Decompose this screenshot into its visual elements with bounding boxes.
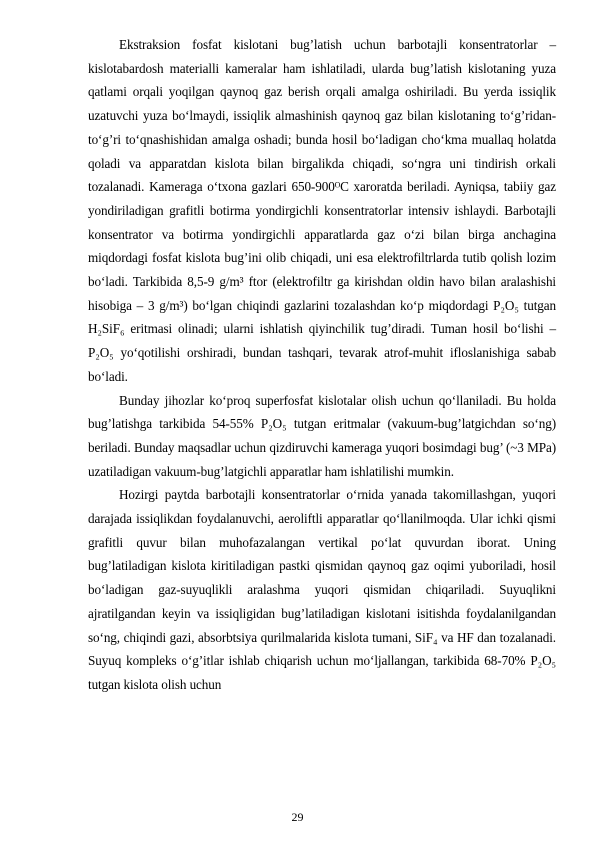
paragraph-1: Ekstraksion fosfat kislotani bug’latish uchun barbotajli konsentratorlar – kislotabardosh materialli kameralar ham ishlatiladi, ularda bug’latish kislotaning yuza qatlami orqali yoqilgan qaynoq gaz berish orqali amalga oshiriladi. Bu yerda issiqlik uzatuvchi yuza bo‘lmaydi, issiqlik almashinish qaynoq gaz bilan kislotaning to‘g’ridan-to‘g’ri to‘qnashishidan amalga oshadi; bunda hosil bo‘ladigan cho‘kma muallaq holatda qoladi va apparatdan kislota bilan birgalikda chiqadi, so‘ngra uni tindirish orkali tozalanadi. Kameraga o‘txona gazlari 650-900ᴼC xaroratda beriladi. Ayniqsa, tabiiy gaz yondiriladigan grafitli botirma yondirgichli konsentratorlar intensiv ishlaydi. Barbotajli konsentrator va botirma yondirgichli apparatlarda gaz o‘zi bilan birga anchagina miqdordagi fosfat kislota bug’ini olib chiqadi, uni esa elektrofiltrlarda tutib qolish lozim bo‘ladi. Tarkibida 8,5-9 g/m³ ftor (elektrofiltr ga kirishdan oldin havo bilan aralashishi hisobiga – 3 g/m³) bo‘lgan chiqindi gazlarini tozalashdan ko‘p miqdordagi P₂O₅ tutgan H₂SiF₆ eritmasi olinadi; ularni ishlatish qiyinchilik tug’diradi. Tuman hosil bo‘lishi – P₂O₅ yo‘qotilishi orshiradi, bundan tashqari, tevarak atrof-muhit ifloslanishiga sabab bo‘ladi. bbox=[88, 37, 556, 384]
paragraph-3: Hozirgi paytda barbotajli konsentratorlar o‘rnida yanada takomillashgan, yuqori darajada issiqlikdan foydalanuvchi, aeroliftli apparatlar qo‘llanilmoqda. Ular ichki qismi grafitli quvur bilan muhofazalangan vertikal po‘lat quvurdan iborat. Uning bug’latiladigan kislota kiritiladigan pastki qismidan qaynoq gaz oqimi yuboriladi, hosil bo‘ladigan gaz-suyuqlikli aralashma yuqori qismidan chiqariladi. Suyuqlikni ajratilgandan keyin va issiqligidan bug’latiladigan kislotani isitishda foydalanilgandan so‘ng, chiqindi gazi, absorbtsiya qurilmalarida kislota tumani, SiF₄ va HF dan tozalanadi. Suyuq kompleks o‘g’itlar ishlab chiqarish uchun mo‘ljallangan, tarkibida 68-70% P₂O₅ tutgan kislota olish uchun bbox=[88, 487, 556, 692]
page-number: 29 bbox=[291, 810, 304, 824]
paragraph-2: Bunday jihozlar ko‘proq superfosfat kislotalar olish uchun qo‘llaniladi. Bu holda bug’latishga tarkibida 54-55% P₂O₅ tutgan eritmalar (vakuum-bug’latgichdan so‘ng) beriladi. Bunday maqsadlar uchun qizdiruvchi kameraga yuqori bosimdagi bug’ (~3 MPa) uzatiladigan vakuum-bug’latgichli apparatlar ham ishlatilishi mumkin. bbox=[88, 392, 556, 479]
body-text bbox=[88, 33, 556, 697]
